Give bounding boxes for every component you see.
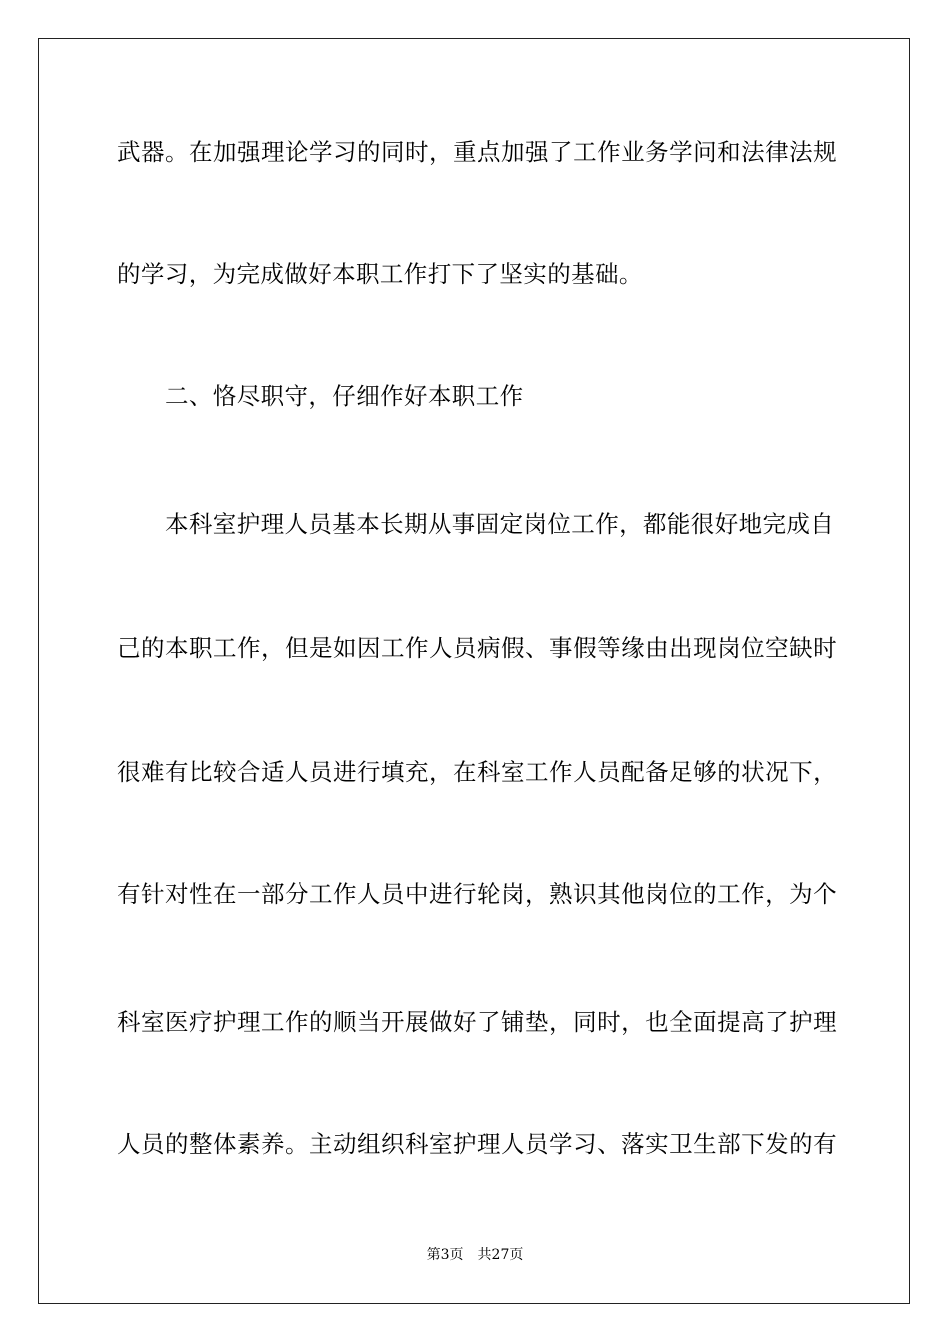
body-line-7: 科室医疗护理工作的顺当开展做好了铺垫，同时，也全面提高了护理 <box>117 1008 837 1036</box>
total-pages-label: 共27页 <box>477 1247 524 1263</box>
page-border <box>38 38 910 1304</box>
page-footer <box>0 1246 950 1264</box>
body-line-5: 很难有比较合适人员进行填充，在科室工作人员配备足够的状况下， <box>117 758 837 786</box>
body-line-3: 本科室护理人员基本长期从事固定岗位工作，都能很好地完成自 <box>165 510 835 538</box>
body-line-4: 己的本职工作，但是如因工作人员病假、事假等缘由出现岗位空缺时 <box>117 634 837 662</box>
current-page-label: 第3页 <box>426 1247 464 1263</box>
body-line-6: 有针对性在一部分工作人员中进行轮岗，熟识其他岗位的工作，为个 <box>117 880 837 908</box>
section-heading: 二、恪尽职守，仔细作好本职工作 <box>165 382 524 410</box>
body-line-1: 武器。在加强理论学习的同时，重点加强了工作业务学问和法律法规 <box>117 138 837 166</box>
body-line-8: 人员的整体素养。主动组织科室护理人员学习、落实卫生部下发的有 <box>117 1130 837 1158</box>
body-line-2: 的学习，为完成做好本职工作打下了坚实的基础。 <box>117 260 643 288</box>
